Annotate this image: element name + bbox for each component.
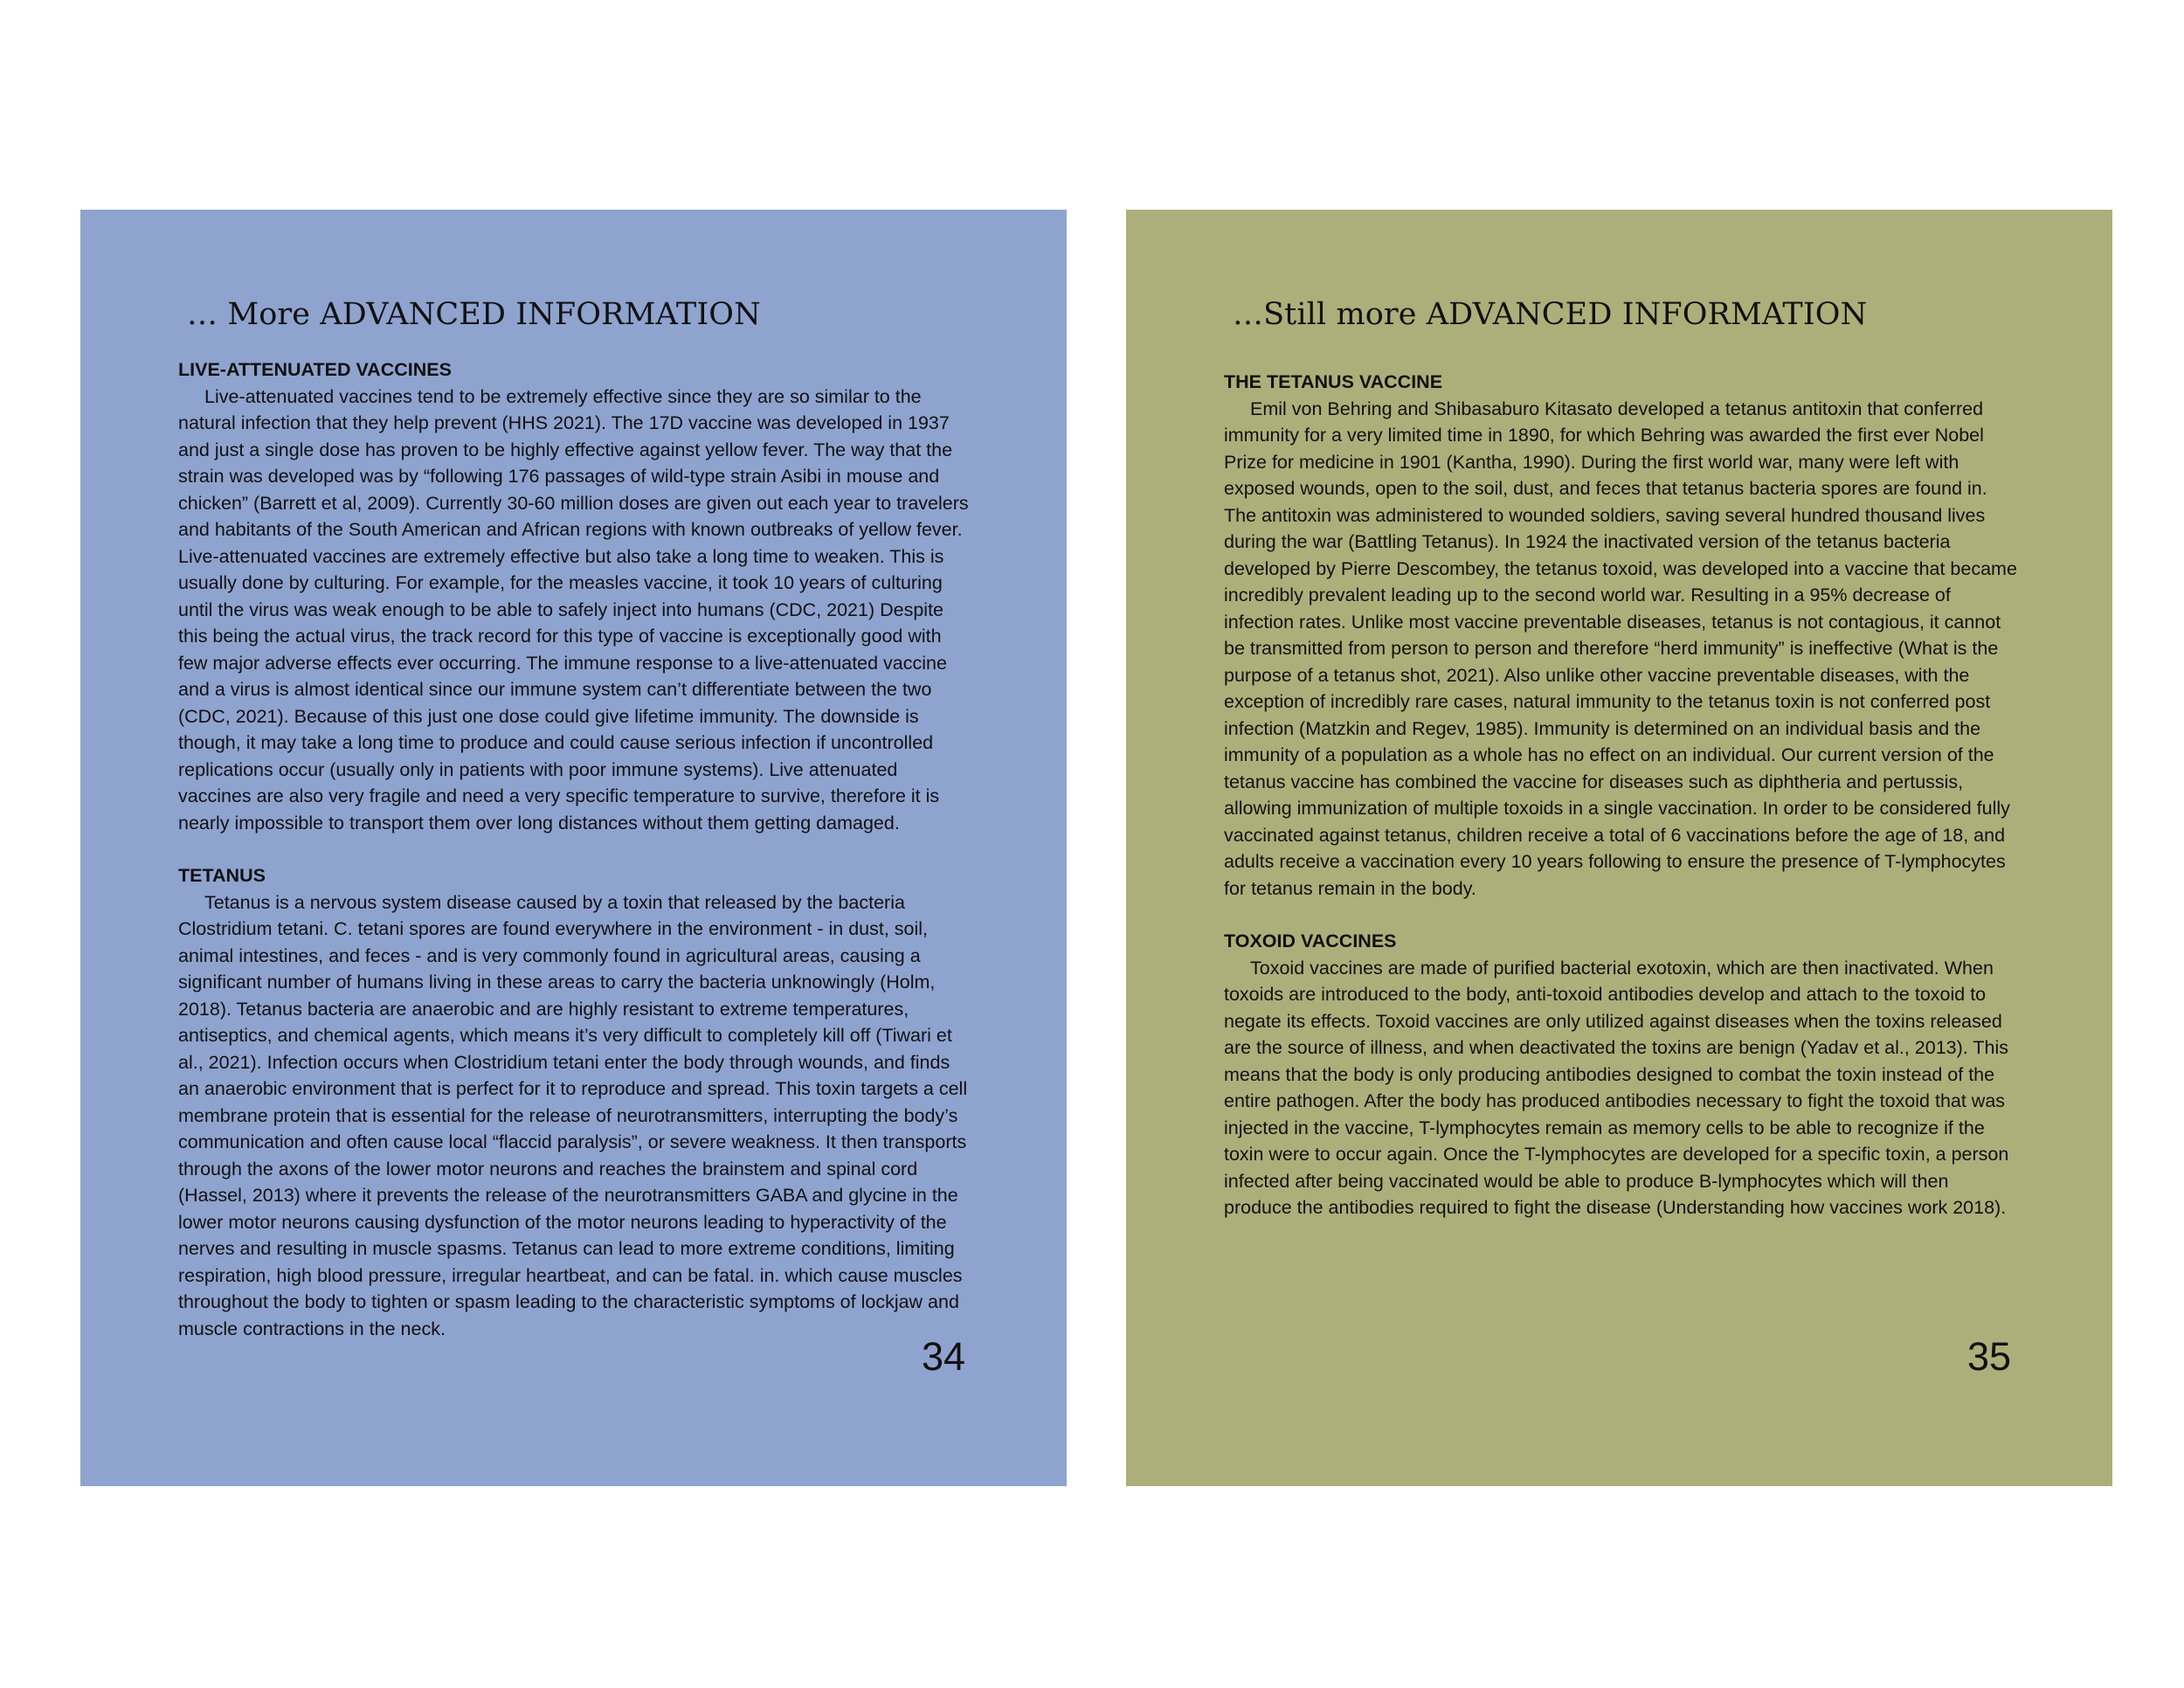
left-page [80,210,1067,1486]
section-heading-live-attenuated-vaccines: LIVE-ATTENUATED VACCINES [178,359,452,380]
page-number: 34 [922,1334,966,1379]
section-heading-tetanus-vaccine: THE TETANUS VACCINE [1224,371,1443,392]
section-body-live-attenuated-vaccines: Live-attenuated vaccines tend to be extremely effective since they are so similar to the natural infection that they help prevent (HHS 2021). The 17D vaccine was developed in 1937 and just a single dose has proven to be highly effective against yellow fever. The way that the strain was developed was by “following 176 passages of wild-type strain Asibi in mouse and chicken” (Barrett et al, 2009). Currently 30-60 million doses are given out each year to travelers and habitants of the South American and African regions with known outbreaks of yellow fever. Live-attenuated vaccines are extremely effective but also take a long time to weaken. This is usually done by culturing. For example, for the measles vaccine, it took 10 years of culturing until the virus was weak enough to be able to safely inject into humans (CDC, 2021) Despite this being the actual virus, the track record for this type of vaccine is exceptionally good with few major adverse effects ever occurring. The immune response to a live-attenuated vaccine and a virus is almost identical since our immune system can’t differentiate between the two (CDC, 2021). Because of this just one dose could give lifetime immunity. The downside is though, it may take a long time to produce and could cause serious infection if uncontrolled replications occur (usually only in patients with poor immune systems). Live attenuated vaccines are also very fragile and need a very specific temperature to survive, therefore it is nearly impossible to transport them over long distances without them getting damaged. [178,385,969,834]
page-content [1224,369,2019,1221]
page-title: … More ADVANCED INFORMATION [187,297,761,332]
page-number: 35 [1967,1334,2012,1379]
right-page [1126,210,2112,1486]
section-spacer [1224,902,2019,928]
page-content [178,356,973,1342]
section-body-tetanus-vaccine: Emil von Behring and Shibasaburo Kitasato developed a tetanus antitoxin that conferred immunity for a very limited time in 1890, for which Behring was awarded the first ever Nobel Prize for medicine in 1901 (Kantha, 1990). During the first world war, many were left with exposed wounds, open to the soil, dust, and feces that tetanus bacteria spores are found in. The antitoxin was administered to wounded soldiers, saving several hundred thousand lives during the war (Battling Tetanus). In 1924 the inactivated version of the tetanus bacteria developed by Pierre Descombey, the tetanus toxoid, was developed into a vaccine that became incredibly prevalent leading up to the second world war. Resulting in a 95% decrease of infection rates. Unlike most vaccine preventable diseases, tetanus is not contagious, it cannot be transmitted from person to person and therefore “herd immunity” is ineffective (What is the purpose of a tetanus shot, 2021). Also unlike other vaccine preventable diseases, with the exception of incredibly rare cases, natural immunity to the tetanus toxin is not conferred post infection (Matzkin and Regev, 1985). Immunity is determined on an individual basis and the immunity of a population as a whole has no effect on an individual. Our current version of the tetanus vaccine has combined the vaccine for diseases such as diphtheria and pertussis, allowing immunization of multiple toxoids in a single vaccination. In order to be considered fully vaccinated against tetanus, children receive a total of 6 vaccinations before the age of 18, and adults receive a vaccination every 10 years following to ensure the presence of T-lymphocytes for tetanus remain in the body. [1224,398,2017,899]
section-heading-tetanus: TETANUS [178,865,266,886]
section-body-toxoid-vaccines: Toxoid vaccines are made of purified bacterial exotoxin, which are then inactivated. When toxoids are introduced to the body, anti-toxoid antibodies develop and attach to the toxoid to negate its effects. Toxoid vaccines are only utilized against diseases when the toxins released are the source of illness, and when deactivated the toxins are benign (Yadav et al., 2013). This means that the body is only producing antibodies designed to combat the toxin instead of the entire pathogen. After the body has produced antibodies necessary to fight the toxoid that was injected in the vaccine, T-lymphocytes remain as memory cells to be able to recognize if the toxin were to occur again. Once the T-lymphocytes are developed for a specific toxin, a person infected after being vaccinated would be able to produce B-lymphocytes which will then produce the antibodies required to fight the disease (Understanding how vaccines work 2018). [1224,957,2009,1218]
section-body-tetanus: Tetanus is a nervous system disease caused by a toxin that released by the bacteria Clostridium tetani. C. tetani spores are found everywhere in the environment - in dust, soil, animal intestines, and feces - and is very commonly found in agricultural areas, causing a significant number of humans living in these areas to carry the bacteria unknowingly (Holm, 2018). Tetanus bacteria are anaerobic and are highly resistant to extreme temperatures, antiseptics, and chemical agents, which means it’s very difficult to completely kill off (Tiwari et al., 2021). Infection occurs when Clostridium tetani enter the body through wounds, and finds an anaerobic environment that is perfect for it to reproduce and spread. This toxin targets a cell membrane protein that is essential for the release of neurotransmitters, interrupting the body’s communication and often cause local “flaccid paralysis”, or severe weakness. It then transports through the axons of the lower motor neurons and reaches the brainstem and spinal cord (Hassel, 2013) where it prevents the release of the neurotransmitters GABA and glycine in the lower motor neurons causing dysfunction of the motor neurons leading to hyperactivity of the nerves and resulting in muscle spasms. Tetanus can lead to more extreme conditions, limiting respiration, high blood pressure, irregular heartbeat, and can be fatal. in. which cause muscles throughout the body to tighten or spasm leading to the characteristic symptoms of lockjaw and muscle contractions in the neck. [178,891,968,1339]
section-spacer [178,836,973,862]
page-title: …Still more ADVANCED INFORMATION [1233,297,1868,332]
section-heading-toxoid-vaccines: TOXOID VACCINES [1224,930,1397,951]
